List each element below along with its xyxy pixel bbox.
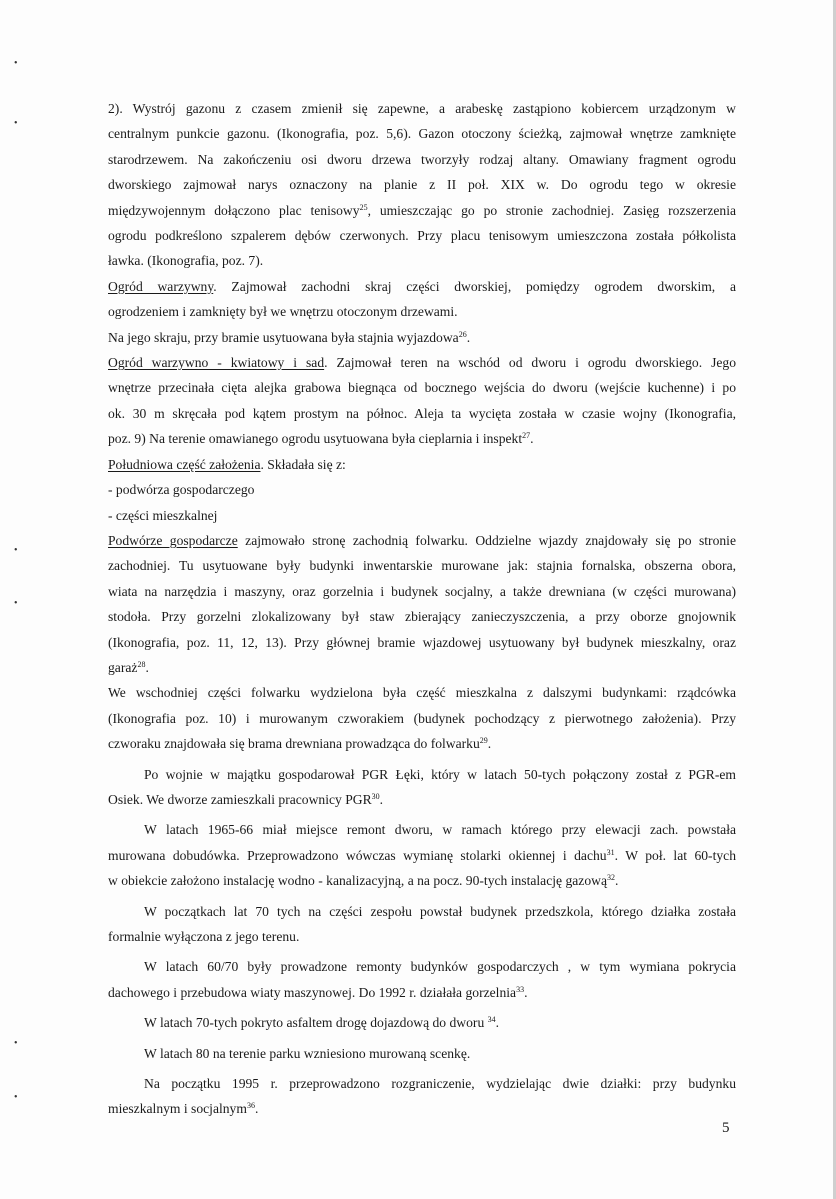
text-run: Na początku 1995 r. przeprowadzono rozgraniczenie, wydzielając dwie działki: przy budynku bbox=[144, 1076, 736, 1092]
text-run: poz. 9) Na terenie omawianego ogrodu usytuowana była cieplarnia i inspekt bbox=[108, 431, 523, 447]
text-line bbox=[108, 299, 736, 324]
footnote-ref: 36 bbox=[246, 1101, 255, 1111]
text-run: ogrodu podkreślono szpalerem dębów czerwonych. Przy placu tenisowym umieszczona została półkolista bbox=[108, 228, 736, 244]
text-line bbox=[108, 980, 736, 1005]
text-line bbox=[108, 762, 736, 787]
text-line bbox=[108, 1010, 736, 1035]
text-run: dachowego i przebudowa wiaty maszynowej. Do 1992 r. działała gorzelnia bbox=[108, 984, 517, 1000]
text-line bbox=[108, 1041, 736, 1066]
text-line bbox=[108, 817, 736, 842]
text-run: . bbox=[254, 1101, 259, 1117]
text-line bbox=[108, 924, 736, 949]
text-run: . Składała się z: bbox=[260, 456, 346, 472]
text-run: dworskiego zajmował narys oznaczony na planie z II poł. XIX w. Do ogrodu tego w okresie bbox=[108, 177, 736, 193]
text-run: murowana dobudówka. Przeprowadzono wówczas wymianę stolarki okiennej i dachu bbox=[108, 847, 607, 863]
text-run: w obiekcie założono instalację wodno - kanalizacyjną, a na pocz. 90-tych instalację gazową bbox=[108, 873, 607, 889]
text-line bbox=[108, 899, 736, 924]
text-run: . bbox=[487, 736, 492, 752]
scan-speck: • bbox=[14, 598, 18, 609]
text-run: . Zajmował zachodni skraj części dworskiej, pomiędzy ogrodem dworskim, a bbox=[213, 278, 736, 294]
footnote-ref: 27 bbox=[522, 431, 531, 441]
footnote-ref: 31 bbox=[606, 847, 615, 857]
text-line bbox=[108, 274, 736, 299]
text-line bbox=[108, 198, 736, 223]
scan-speck: • bbox=[14, 58, 18, 69]
scan-speck: • bbox=[14, 545, 18, 556]
text-run: wiata na narzędzia i maszyny, oraz gorzelnia i budynek socjalny, a także drewniana (w części murowana) bbox=[108, 583, 736, 599]
text-line bbox=[108, 172, 736, 197]
section-heading: Ogród warzywno - kwiatowy i sad bbox=[108, 355, 325, 371]
section-heading: Ogród warzywny bbox=[108, 278, 214, 294]
text-run: starodrzewem. Na zakończeniu osi dworu drzewa tworzyły rodzaj altany. Omawiany fragment ogrodu bbox=[108, 151, 736, 167]
text-run: W latach 60/70 były prowadzone remonty budynków gospodarczych , w tym wymiana pokrycia bbox=[144, 959, 736, 975]
text-run: . bbox=[524, 984, 528, 1000]
text-run: . W poł. lat 60-tych bbox=[614, 847, 736, 863]
text-line bbox=[108, 706, 736, 731]
scan-speck: • bbox=[14, 1092, 18, 1103]
text-line bbox=[108, 426, 736, 451]
footnote-ref: 34 bbox=[487, 1015, 496, 1025]
section-heading: Podwórze gospodarcze bbox=[108, 532, 238, 548]
footnote-ref: 32 bbox=[606, 873, 615, 883]
text-run: - podwórza gospodarczego bbox=[108, 482, 255, 498]
text-line bbox=[108, 630, 736, 655]
text-run: międzywojennym dołączono plac tenisowy bbox=[108, 202, 360, 218]
text-run: 2). Wystrój gazonu z czasem zmienił się zapewne, a arabeskę zastąpiono kobiercem urządzonym w bbox=[108, 101, 736, 116]
text-line bbox=[108, 579, 736, 604]
text-line bbox=[108, 843, 736, 868]
text-run: zachodniej. Tu usytuowane były budynki inwentarskie murowane jak: stajnia fornalska, obszerna obora, bbox=[108, 558, 736, 574]
text-run: . bbox=[614, 873, 619, 889]
text-line bbox=[108, 248, 736, 273]
text-run: mieszkalnym i socjalnym bbox=[108, 1101, 247, 1117]
section-heading: Południowa część założenia bbox=[108, 456, 261, 472]
text-line bbox=[108, 1071, 736, 1096]
text-run: W początkach lat 70 tych na części zespołu powstał budynek przedszkola, którego działka została bbox=[144, 903, 736, 919]
text-run: . bbox=[379, 791, 384, 807]
text-run: ławka. (Ikonografia, poz. 7). bbox=[108, 253, 264, 269]
text-run: czworaku znajdowała się brama drewniana prowadząca do folwarku bbox=[108, 736, 480, 752]
text-line bbox=[108, 1096, 736, 1121]
text-line bbox=[108, 787, 736, 812]
text-run: W latach 1965-66 miał miejsce remont dworu, w ramach którego przy elewacji zach. powstała bbox=[144, 822, 736, 838]
text-line bbox=[108, 680, 736, 705]
text-run: . bbox=[530, 431, 534, 447]
text-line bbox=[108, 954, 736, 979]
text-run: W latach 80 na terenie parku wzniesiono murowaną scenkę. bbox=[144, 1045, 471, 1061]
footnote-ref: 30 bbox=[371, 791, 380, 801]
text-line bbox=[108, 147, 736, 172]
text-run: wnętrze przecinała cięta alejka grabowa biegnąca od bocznego wejścia do dworu (wejście kuchenne) i po bbox=[108, 380, 736, 396]
footnote-ref: 25 bbox=[359, 202, 368, 212]
text-run: (Ikonografia, poz. 11, 12, 13). Przy głównej bramie wjazdowej usytuowany był budynek mieszkalny, oraz bbox=[108, 634, 736, 650]
text-line bbox=[108, 477, 736, 502]
text-line bbox=[108, 401, 736, 426]
text-run: formalnie wyłączona z jego terenu. bbox=[108, 929, 300, 944]
text-line bbox=[108, 868, 736, 893]
text-run: Na jego skraju, przy bramie usytuowana była stajnia wyjazdowa bbox=[108, 329, 459, 345]
text-line bbox=[108, 325, 736, 350]
text-line bbox=[108, 96, 736, 121]
text-line bbox=[108, 350, 736, 375]
body-text bbox=[108, 96, 736, 1122]
text-line bbox=[108, 604, 736, 629]
text-run: ogrodzeniem i zamknięty był we wnętrzu otoczonym drzewami. bbox=[108, 304, 458, 320]
footnote-ref: 29 bbox=[479, 736, 488, 746]
text-line bbox=[108, 452, 736, 477]
text-line bbox=[108, 731, 736, 756]
text-line bbox=[108, 528, 736, 553]
text-run: . Zajmował teren na wschód od dworu i ogrodu dworskiego. Jego bbox=[324, 355, 736, 371]
text-run: W latach 70-tych pokryto asfaltem drogę dojazdową do dworu bbox=[144, 1015, 488, 1031]
text-run: stodoła. Przy gorzelni zlokalizowany był staw zbierający zanieczyszczenia, a przy oborze gnojownik bbox=[108, 609, 736, 625]
text-run: centralnym punkcie gazonu. (Ikonografia, poz. 5,6). Gazon otoczony ścieżką, zajmował wnętrze zamknięte bbox=[108, 126, 736, 142]
text-line bbox=[108, 375, 736, 400]
text-line bbox=[108, 503, 736, 528]
text-run: garaż bbox=[108, 659, 138, 675]
text-line bbox=[108, 121, 736, 146]
scan-speck: • bbox=[14, 1038, 18, 1049]
text-run: Po wojnie w majątku gospodarował PGR Łęki, który w latach 50-tych połączony został z PGR-em bbox=[144, 766, 736, 782]
page-number: 5 bbox=[722, 1120, 730, 1136]
footnote-ref: 26 bbox=[458, 329, 467, 339]
text-run: zajmowało stronę zachodnią folwarku. Oddzielne wjazdy znajdowały się po stronie bbox=[237, 532, 736, 548]
text-run: , umieszczając go po stronie zachodniej. Zasięg rozszerzenia bbox=[367, 202, 737, 218]
text-run: ok. 30 m skręcała pod kątem prostym na północ. Aleja ta wycięta została w czasie wojny (Ikonografia, bbox=[108, 405, 736, 421]
footnote-ref: 28 bbox=[137, 659, 146, 669]
text-run: . bbox=[466, 329, 471, 345]
text-run: Osiek. We dworze zamieszkali pracownicy PGR bbox=[108, 791, 372, 807]
scan-speck: • bbox=[14, 118, 18, 129]
text-line bbox=[108, 223, 736, 248]
text-run: We wschodniej części folwarku wydzielona była część mieszkalna z dalszymi budynkami: rządcówka bbox=[108, 685, 736, 701]
text-line bbox=[108, 553, 736, 578]
text-run: . bbox=[495, 1015, 500, 1031]
footnote-ref: 33 bbox=[516, 984, 525, 994]
text-run: (Ikonografia poz. 10) i murowanym czworakiem (budynek pochodzący z pierwotnego założenia). Przy bbox=[108, 710, 736, 726]
text-line bbox=[108, 655, 736, 680]
text-run: - części mieszkalnej bbox=[108, 507, 218, 523]
text-run: . bbox=[145, 659, 149, 675]
